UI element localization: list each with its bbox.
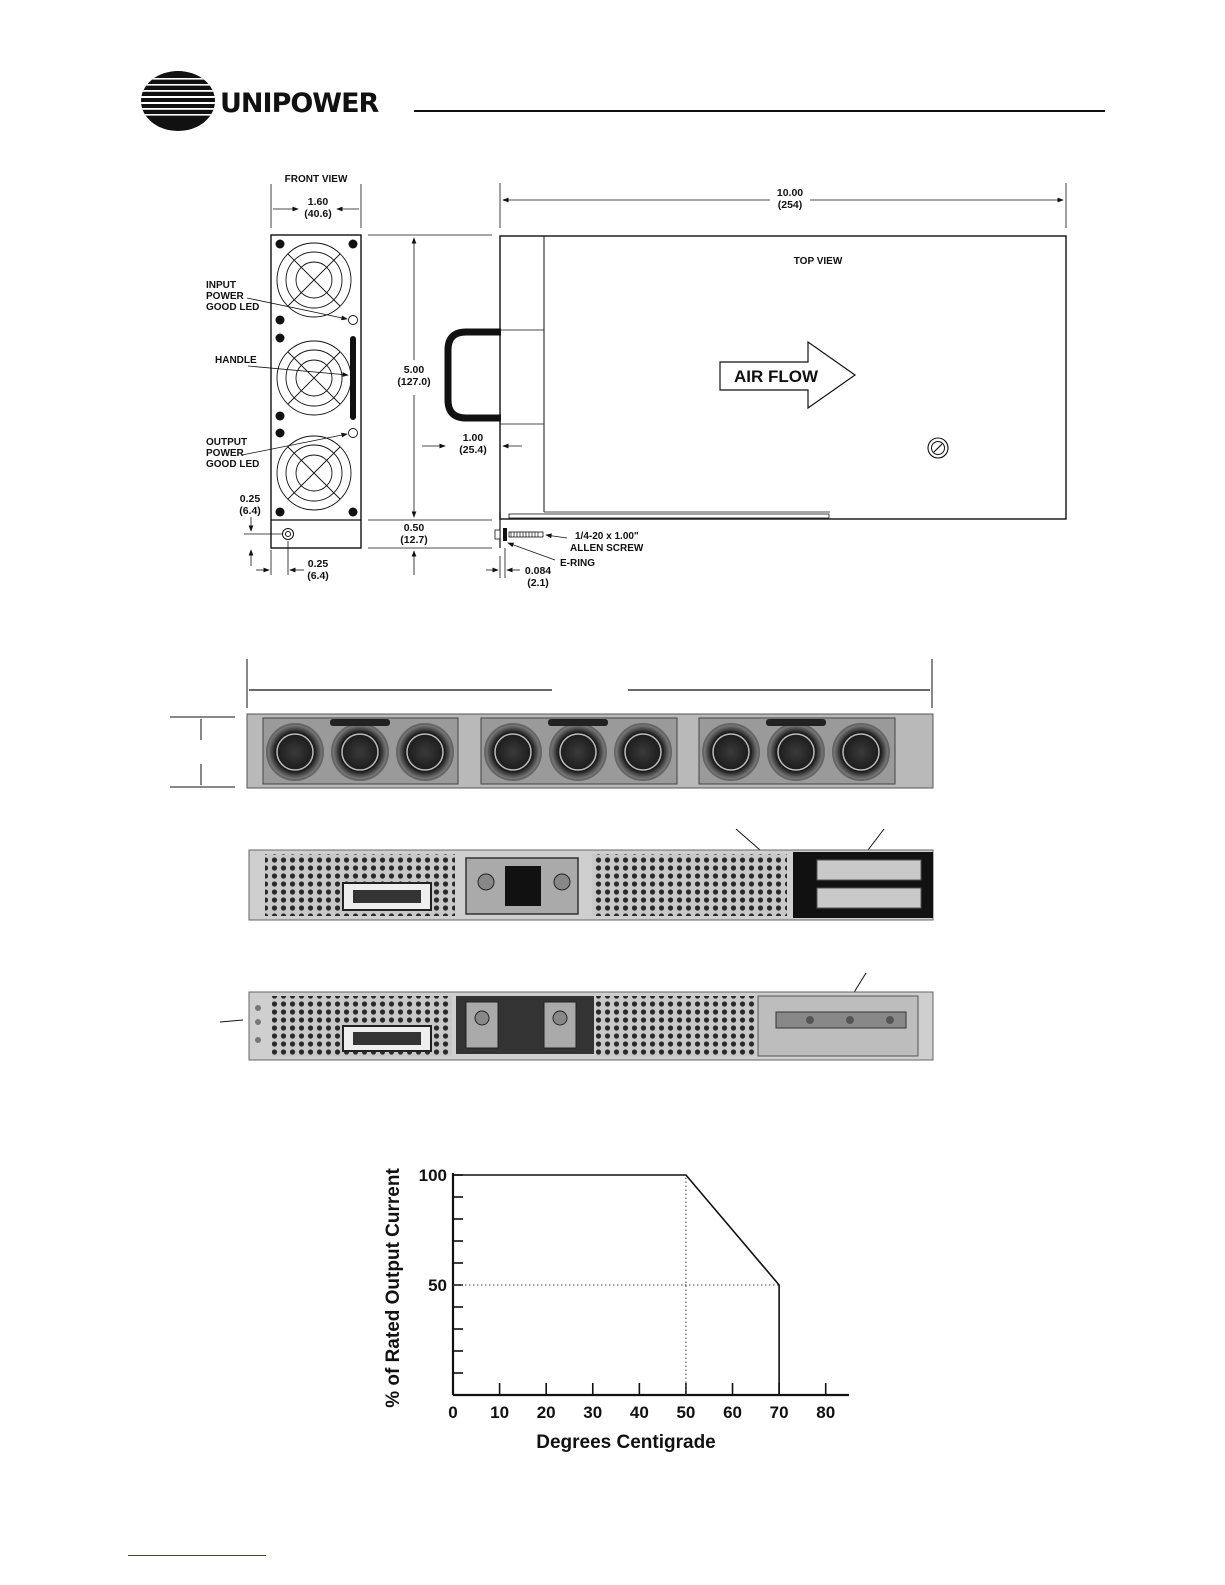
x-tick-label: 60 xyxy=(723,1403,742,1422)
rack-rear-photo-2 xyxy=(249,992,933,1060)
input-led-icon xyxy=(349,316,358,325)
x-tick-label: 20 xyxy=(536,1403,556,1422)
x-tick-label: 50 xyxy=(676,1403,696,1422)
dim-base-mm: (12.7) xyxy=(400,534,428,546)
header xyxy=(0,0,1225,160)
label-output-led-1: OUTPUT xyxy=(206,437,248,448)
air-flow-label: AIR FLOW xyxy=(734,367,819,386)
dim-base-in: 0.50 xyxy=(403,522,425,534)
allen-screw-icon xyxy=(495,528,543,541)
unipower-logo xyxy=(140,71,380,131)
label-input-led-2: POWER xyxy=(206,291,244,302)
x-tick-label: 70 xyxy=(769,1403,789,1422)
x-tick-label: 0 xyxy=(448,1403,458,1422)
brand-name: UNIPOWER xyxy=(220,88,379,119)
derating-chart xyxy=(0,1140,1225,1560)
handle-icon xyxy=(448,332,501,418)
y-tick-label: 50 xyxy=(428,1276,447,1295)
dim-handle-mm: (25.4) xyxy=(459,444,487,456)
y-tick-label: 100 xyxy=(418,1166,447,1185)
x-tick-label: 40 xyxy=(629,1403,649,1422)
dim-hole-h-in: 0.25 xyxy=(307,558,329,570)
screw-label-1: 1/4-20 x 1.00" xyxy=(575,531,639,542)
y-axis-label: % of Rated Output Current xyxy=(383,1168,404,1408)
rack-front-photo xyxy=(247,714,933,788)
dim-height-mm: (127.0) xyxy=(397,376,431,388)
screw-head-icon xyxy=(928,438,948,458)
label-input-led-1: INPUT xyxy=(206,280,236,291)
dim-width-in: 1.60 xyxy=(307,196,329,208)
rack-photos xyxy=(0,640,1225,1100)
output-led-icon xyxy=(349,429,358,438)
x-axis-label: Degrees Centigrade xyxy=(536,1432,716,1453)
x-tick-label: 10 xyxy=(490,1403,510,1422)
ering-label: E-RING xyxy=(560,558,595,569)
label-output-led-2: POWER xyxy=(206,448,244,459)
dim-length-in: 10.00 xyxy=(776,187,804,199)
label-input-led-3: GOOD LED xyxy=(206,302,260,313)
rack-rear-photo-1 xyxy=(249,850,933,920)
top-view-title: TOP VIEW xyxy=(793,256,843,267)
dim-ring-in: 0.084 xyxy=(524,565,552,577)
dim-hole-v-in: 0.25 xyxy=(239,493,261,505)
front-view-title: FRONT VIEW xyxy=(284,174,348,185)
dim-height-in: 5.00 xyxy=(403,364,425,376)
dim-ring-mm: (2.1) xyxy=(527,577,549,589)
screw-label-2: ALLEN SCREW xyxy=(570,543,644,554)
label-handle: HANDLE xyxy=(215,355,257,366)
dim-length-mm: (254) xyxy=(777,199,803,211)
dim-hole-h-mm: (6.4) xyxy=(307,570,329,582)
dim-hole-v-mm: (6.4) xyxy=(239,505,261,517)
x-tick-label: 80 xyxy=(816,1403,836,1422)
dim-handle-in: 1.00 xyxy=(462,432,484,444)
handle-bar xyxy=(350,336,356,420)
label-output-led-3: GOOD LED xyxy=(206,459,260,470)
dim-width-mm: (40.6) xyxy=(304,208,332,220)
x-tick-label: 30 xyxy=(583,1403,603,1422)
footer-link-underline[interactable] xyxy=(128,1555,266,1556)
